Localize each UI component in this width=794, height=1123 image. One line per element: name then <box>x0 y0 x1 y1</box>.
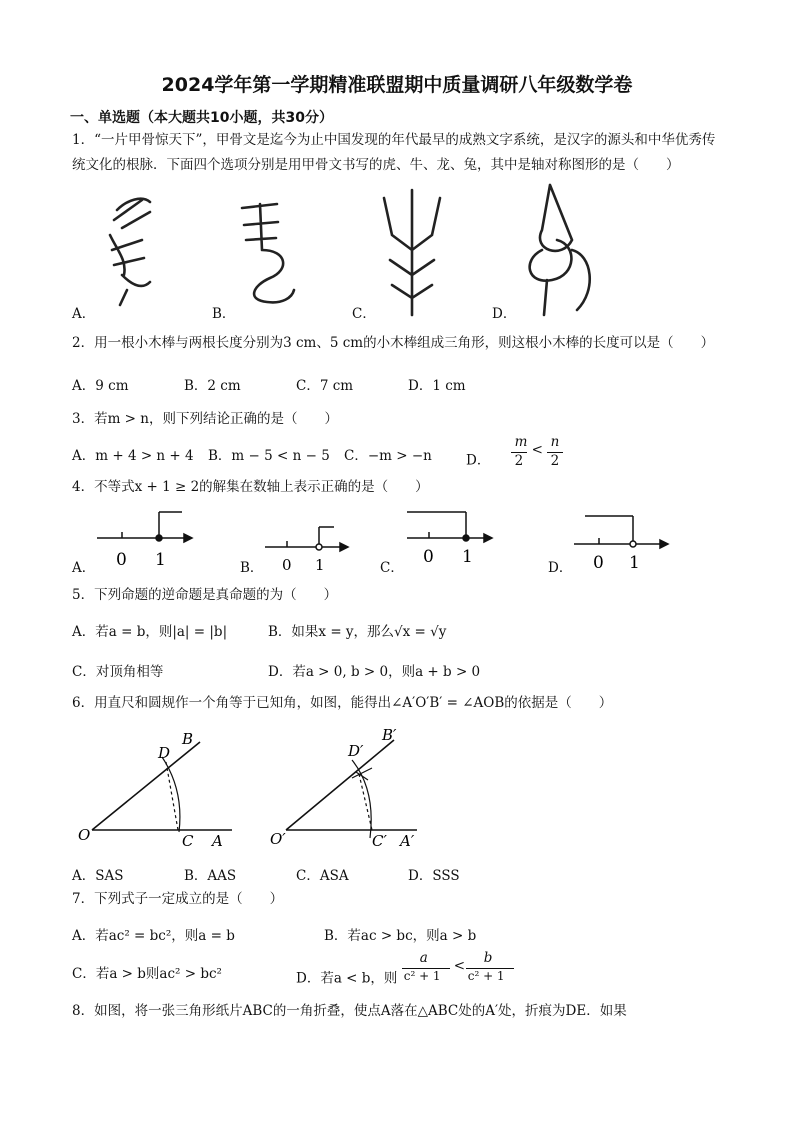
label-b-prime: B′ <box>382 726 397 744</box>
label-o-prime: O′ <box>270 830 286 848</box>
numberline-b <box>265 527 348 551</box>
label-c: C <box>182 832 194 850</box>
q4-option-a[interactable]: A． <box>72 560 96 576</box>
q2-option-c[interactable]: C．7 cm <box>296 378 354 394</box>
question-8-text: 8．如图，将一张三角形纸片ABC的一角折叠，使点A落在△ABC处的A′处，折痕为DE．如果 <box>72 1003 627 1019</box>
q3-option-b[interactable]: B．m − 5 < n − 5 <box>208 448 330 464</box>
question-5-text: 5．下列命题的逆命题是真命题的为（ ） <box>72 587 338 603</box>
q3-option-d[interactable] <box>466 434 565 478</box>
numberline-c <box>407 512 492 542</box>
q6-option-a[interactable]: A．SAS <box>72 868 124 884</box>
glyph-rabbit-icon <box>530 185 590 315</box>
label-c-prime: C′ <box>372 832 387 850</box>
q3-option-c[interactable]: C．−m > −n <box>344 448 432 464</box>
q3-option-d-label: D． <box>466 452 491 469</box>
q4-option-d[interactable]: D． <box>548 560 573 576</box>
q7-fraction-expression <box>402 950 514 992</box>
numberline-d <box>574 516 668 548</box>
numberline-a-tick-1: 1 <box>155 550 166 570</box>
q6-option-c[interactable]: C．ASA <box>296 868 349 884</box>
q5-option-c[interactable]: C．对顶角相等 <box>72 664 164 680</box>
q1-option-d[interactable]: D． <box>492 306 517 322</box>
numberline-b-tick-0: 0 <box>282 556 292 574</box>
q7-option-a[interactable]: A．若ac² = bc²，则a = b <box>72 928 235 944</box>
numberline-d-tick-0: 0 <box>593 553 604 573</box>
q5-option-a[interactable]: A．若a = b，则|a| = |b| <box>72 624 228 640</box>
numberline-c-tick-0: 0 <box>423 547 434 567</box>
question-2-text: 2．用一根小木棒与两根长度分别为3 cm、5 cm的小木棒组成三角形，则这根小木棒的长度可以是（ ） <box>72 335 715 351</box>
oracle-bone-glyphs <box>72 180 732 320</box>
frac-num-right: n <box>550 434 560 450</box>
question-7-text: 7．下列式子一定成立的是（ ） <box>72 891 284 907</box>
less-than-sign: < <box>453 958 466 974</box>
frac-den-right: 2 <box>550 453 560 469</box>
numberline-b-tick-1: 1 <box>315 556 325 574</box>
angle-construction-figures <box>72 720 472 860</box>
question-6-text: 6．用直尺和圆规作一个角等于已知角，如图，能得出∠A′O′B′ = ∠AOB的依据是（ ） <box>72 695 613 711</box>
q1-option-b[interactable]: B． <box>212 306 236 322</box>
label-o: O <box>78 826 91 844</box>
glyph-tiger-icon <box>110 199 150 305</box>
q2-option-d[interactable]: D．1 cm <box>408 378 466 394</box>
label-a: A <box>212 832 223 850</box>
q6-option-d[interactable]: D．SSS <box>408 868 460 884</box>
question-6-figures <box>72 720 472 860</box>
frac-a-num: a <box>419 950 428 966</box>
q2-option-a[interactable]: A．9 cm <box>72 378 129 394</box>
glyph-ox-icon <box>242 204 294 302</box>
q1-option-a[interactable]: A． <box>72 306 96 322</box>
numberline-a <box>97 512 192 542</box>
q4-option-b[interactable]: B． <box>240 560 264 576</box>
q7-option-d[interactable] <box>296 950 514 996</box>
question-1-figures <box>72 180 732 320</box>
label-b: B <box>182 730 194 748</box>
q3-option-a[interactable]: A．m + 4 > n + 4 <box>72 448 194 464</box>
q4-option-c[interactable]: C． <box>380 560 404 576</box>
q7-option-d-label: D．若a < b，则 <box>296 970 398 987</box>
q1-option-c[interactable]: C． <box>352 306 376 322</box>
numberline-c-tick-1: 1 <box>462 547 473 567</box>
label-a-prime: A′ <box>400 832 415 850</box>
question-4-text: 4．不等式x + 1 ≥ 2的解集在数轴上表示正确的是（ ） <box>72 479 429 495</box>
q6-option-b[interactable]: B．AAS <box>184 868 237 884</box>
frac-b-num: b <box>483 950 493 966</box>
q7-option-c[interactable]: C．若a > b则ac² > bc² <box>72 966 222 982</box>
q3-fraction-expression <box>495 434 565 474</box>
q7-option-b[interactable]: B．若ac > bc，则a > b <box>324 928 477 944</box>
label-d-prime: D′ <box>348 742 364 760</box>
frac-num-left: m <box>514 434 528 450</box>
numberline-d-tick-1: 1 <box>629 553 640 573</box>
frac-a-den: c² + 1 <box>403 969 441 983</box>
question-3-text: 3．若m > n，则下列结论正确的是（ ） <box>72 411 338 427</box>
q5-option-b[interactable]: B．如果x = y，那么√x = √y <box>268 624 447 640</box>
q2-option-b[interactable]: B．2 cm <box>184 378 241 394</box>
frac-den-left: 2 <box>514 453 524 469</box>
q5-option-d[interactable]: D．若a > 0, b > 0，则a + b > 0 <box>268 664 481 680</box>
label-d: D <box>158 744 171 762</box>
question-1-text: 1．“一片甲骨惊天下”，甲骨文是迄今为止中国发现的年代最早的成熟文字系统，是汉字的源头和中华优秀传统文化的根脉．下面四个选项分别是用甲骨文书写的虎、牛、龙、兔，其中是轴对称图形的是（ ） <box>72 132 716 173</box>
frac-b-den: c² + 1 <box>467 969 505 983</box>
section-heading: 一、单选题（本大题共10小题，共30分） <box>70 110 333 126</box>
page-title: 2024学年第一学期精准联盟期中质量调研八年级数学卷 <box>161 74 633 96</box>
less-than-sign: < <box>531 442 543 458</box>
numberline-a-tick-0: 0 <box>116 550 127 570</box>
glyph-dragon-icon <box>384 190 440 315</box>
